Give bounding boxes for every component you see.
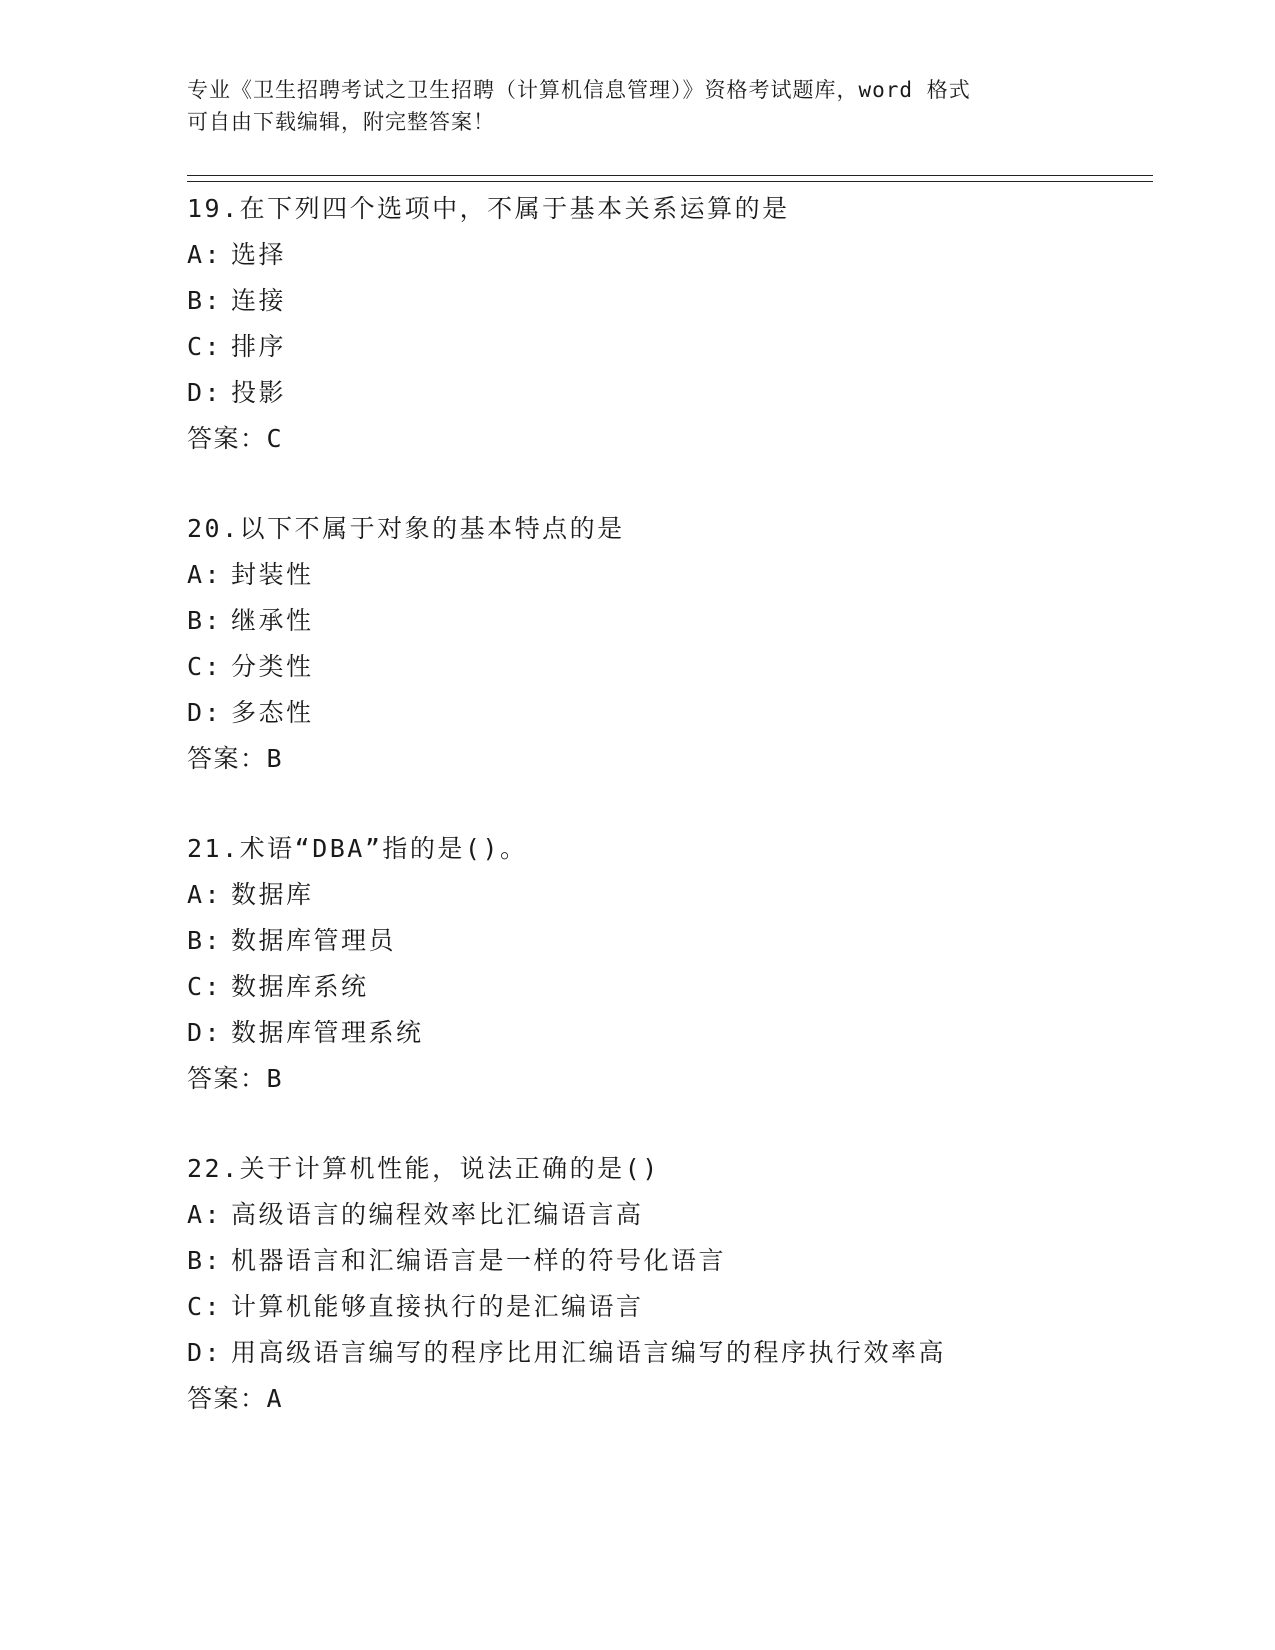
option-letter: A: [187,880,223,909]
option-text: 投影 [231,378,287,407]
option-letter: B: [187,286,223,315]
option-b [187,598,1147,644]
option-letter: C: [187,332,223,361]
option-letter: A: [187,240,223,269]
option-c [187,1284,1147,1330]
option-d [187,1330,1147,1376]
option-text: 封装性 [231,560,314,589]
option-text: 连接 [231,286,287,315]
option-letter: C: [187,652,223,681]
header-line-2: 可自由下载编辑，附完整答案！ [187,110,495,134]
option-text: 数据库管理员 [231,926,397,955]
answer-line: 答案：C [187,424,284,453]
option-letter: C: [187,1292,223,1321]
answer-line: 答案：B [187,744,284,773]
option-d [187,690,1147,736]
answer-line: 答案：A [187,1384,284,1413]
question-title: 21.术语“DBA”指的是()。 [187,834,528,863]
option-b [187,1238,1147,1284]
option-a [187,232,1147,278]
question-title: 19.在下列四个选项中，不属于基本关系运算的是 [187,194,790,223]
option-b [187,918,1147,964]
option-a [187,872,1147,918]
question-19 [187,186,1147,462]
option-text: 数据库系统 [231,972,369,1001]
document-header [187,74,1087,138]
header-line-1: 专业《卫生招聘考试之卫生招聘（计算机信息管理）》资格考试题库，word 格式 [187,78,971,102]
option-text: 分类性 [231,652,314,681]
option-b [187,278,1147,324]
question-list [187,186,1147,1466]
question-21 [187,826,1147,1102]
option-c [187,644,1147,690]
option-d [187,370,1147,416]
option-text: 用高级语言编写的程序比用汇编语言编写的程序执行效率高 [231,1338,947,1367]
option-letter: B: [187,1246,223,1275]
option-c [187,324,1147,370]
option-text: 机器语言和汇编语言是一样的符号化语言 [231,1246,727,1275]
option-text: 计算机能够直接执行的是汇编语言 [231,1292,644,1321]
option-letter: A: [187,560,223,589]
option-text: 选择 [231,240,287,269]
question-title: 20.以下不属于对象的基本特点的是 [187,514,625,543]
option-d [187,1010,1147,1056]
option-letter: C: [187,972,223,1001]
option-text: 高级语言的编程效率比汇编语言高 [231,1200,644,1229]
option-text: 多态性 [231,698,314,727]
question-20 [187,506,1147,782]
answer-line: 答案：B [187,1064,284,1093]
option-letter: D: [187,378,223,407]
question-22 [187,1146,1147,1422]
question-title: 22.关于计算机性能，说法正确的是() [187,1154,660,1183]
option-a [187,1192,1147,1238]
option-letter: D: [187,1338,223,1367]
option-letter: B: [187,926,223,955]
option-text: 数据库管理系统 [231,1018,424,1047]
option-text: 继承性 [231,606,314,635]
option-text: 数据库 [231,880,314,909]
option-text: 排序 [231,332,287,361]
option-a [187,552,1147,598]
option-c [187,964,1147,1010]
header-divider-top [187,175,1153,176]
option-letter: D: [187,698,223,727]
option-letter: A: [187,1200,223,1229]
option-letter: B: [187,606,223,635]
header-divider-bottom [187,181,1153,182]
option-letter: D: [187,1018,223,1047]
